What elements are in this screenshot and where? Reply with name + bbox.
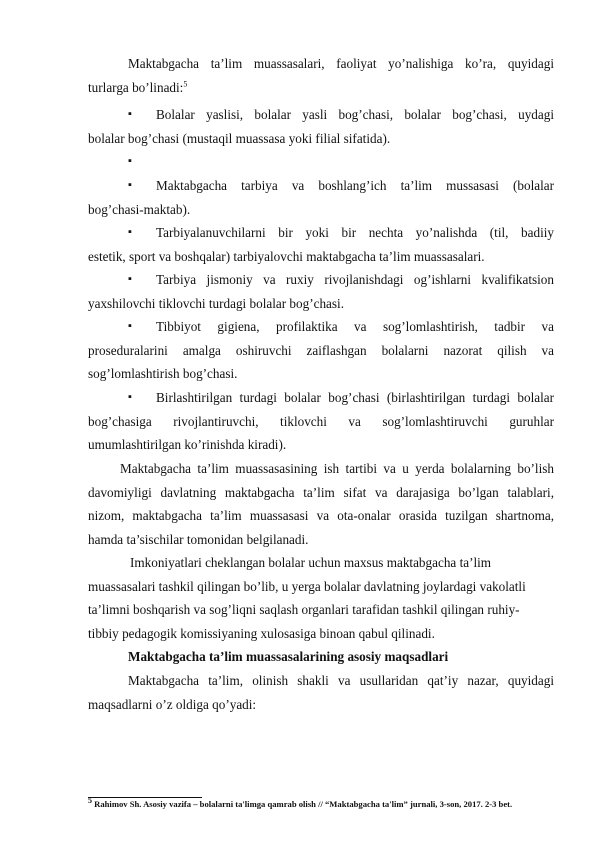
bullet-icon: ▪	[128, 179, 132, 191]
bullet-icon: ▪	[128, 391, 132, 403]
paragraph-special: Imkoniyatlari cheklangan bolalar uchun maxsus maktabgacha ta’lim muassasalari tashkil qilingan bo’lib, u yerga bolalar davlatning joylardagi vakolatli ta’limni boshqarish va sog’liqni saqlash organlari tarafidan tashkil qilingan ruhiy- tibbiy pedagogik komissiyaning xulosasiga binoan qabul qilinadi.	[88, 555, 526, 641]
bullet-icon: ▪	[128, 155, 132, 167]
list-item: ▪ Tarbiyalanuvchilarni bir yoki bir nechta yo’nalishda (til, badiiy estetik, sport va boshqalar) tarbiyalovchi maktabgacha ta’lim muassasalari.	[88, 221, 554, 268]
section-heading: Maktabgacha ta’lim muassasalarining asosiy maqsadlari	[128, 649, 449, 664]
list-item: ▪ Bolalar yaslisi, bolalar yasli bog’chasi, bolalar bog’chasi, uydagi bolalar bog’chasi (mustaqil muassasa yoki filial sifatida).	[88, 103, 554, 150]
bullet-icon: ▪	[128, 273, 132, 285]
list-item: ▪ Tibbiyot gigiena, profilaktika va sog’lomlashtirish, tadbir va proseduralarini amalga oshiruvchi zaiflashgan bolalarni nazorat qilish va sog’lomlashtirish bog’chasi.	[88, 315, 554, 386]
bullet-icon: ▪	[128, 320, 132, 332]
footnote-ref: 5	[183, 79, 188, 89]
bullet-icon: ▪	[128, 226, 132, 238]
paragraph-regime: Maktabgacha ta’lim muassasasining ish tartibi va u yerda bolalarning bo’lish davomiyligi davlatning maktabgacha ta’lim sifat va darajasiga bo’lgan talablari, nizom, maktabgacha ta’lim muassasasi va ota-onalar orasida tuzilgan shartnoma, hamda ta’sischilar tomonidan belgilanadi.	[88, 461, 554, 547]
bullet-icon: ▪	[128, 108, 132, 120]
footnote: $^5$ Rahimov Sh. Asosiy vazifa – bolalarni ta'limga qamrab olish // “Maktabgacha ta'lim” jurnali, 3-son, 2017. 2-3 bet.	[88, 796, 513, 809]
intro-line: Maktabgacha ta’lim muassasalari, faoliyat yo’nalishiga ko’ra, quyidagi	[128, 56, 554, 71]
paragraph-goals: Maktabgacha ta’lim, olinish shakli va usullaridan qat’iy nazar, quyidagi maqsadlarni o’z oldiga qo’yadi:	[88, 673, 554, 712]
list-item: ▪ Tarbiya jismoniy va ruxiy rivojlanishdagi og’ishlarni kvalifikatsion yaxshilovchi tiklovchi turdagi bolalar bog’chasi.	[88, 268, 554, 315]
intro-paragraph	[88, 52, 554, 99]
footnote-divider	[88, 797, 202, 798]
list-item: ▪ Maktabgacha tarbiya va boshlang’ich ta’lim mussasasi (bolalar bog’chasi-maktab).	[88, 174, 554, 221]
intro-line: turlarga bo’linadi:$^5$	[88, 79, 188, 95]
list-item: ▪ Birlashtirilgan turdagi bolalar bog’chasi (birlashtirilgan turdagi bolalar bog’chasiga rivojlantiruvchi, tiklovchi va sog’lomlashtiruvchi guruhlar umumlashtirilgan ko’rinishda kiradi).	[88, 386, 554, 457]
